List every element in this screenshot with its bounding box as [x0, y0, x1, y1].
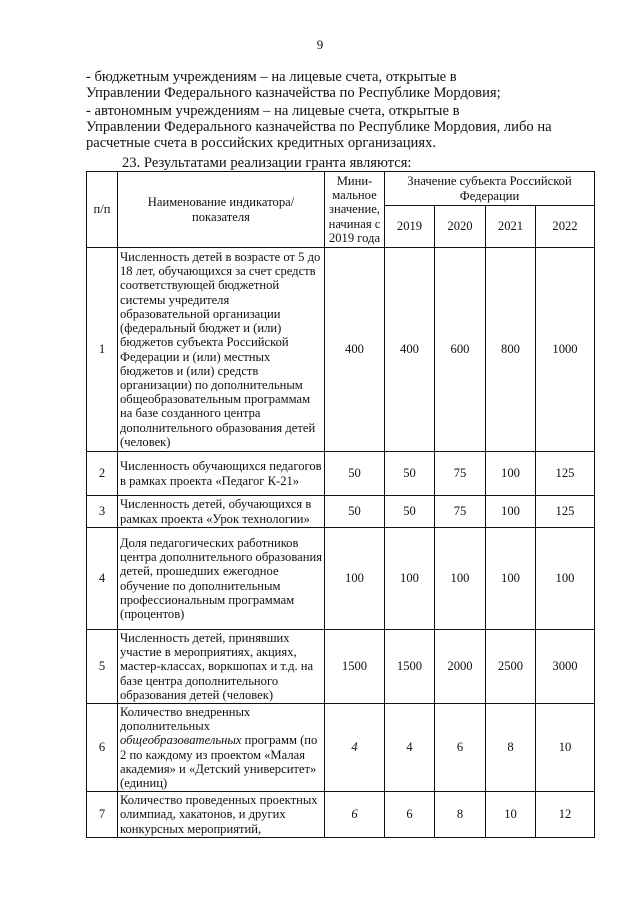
row-value: 100 — [486, 496, 536, 528]
row-value: 3000 — [536, 630, 595, 704]
paragraph-budget-institutions — [86, 69, 592, 101]
row-value: 125 — [536, 452, 595, 496]
row-value: 4 — [385, 704, 435, 792]
row-num: 3 — [87, 496, 118, 528]
row-value: 75 — [435, 452, 486, 496]
row-value: 1000 — [536, 248, 595, 452]
header-subject-value: Значение субъекта Российской Федерации — [385, 172, 595, 206]
paragraph-line: расчетные счета в российских кредитных организациях. — [86, 135, 437, 151]
table-row — [87, 792, 595, 838]
indicators-table — [86, 171, 595, 838]
row-value: 6 — [435, 704, 486, 792]
row-num: 1 — [87, 248, 118, 452]
row-value: 2000 — [435, 630, 486, 704]
row-value: 600 — [435, 248, 486, 452]
row-value: 125 — [536, 496, 595, 528]
paragraph-line: Управлении Федерального казначейства по Республике Мордовия, либо на — [86, 119, 552, 135]
row-num: 4 — [87, 528, 118, 630]
row-value: 50 — [385, 452, 435, 496]
paragraph-line: 23. Результатами реализации гранта являются: — [122, 155, 412, 171]
row-value: 100 — [486, 528, 536, 630]
paragraph-grant-results — [86, 155, 592, 171]
row-min: 4 — [325, 704, 385, 792]
header-year: 2022 — [536, 206, 595, 248]
table-row — [87, 452, 595, 496]
row-name: Количество проведенных проектных олимпиад, хакатонов, и других конкурсных мероприятий, — [118, 792, 325, 838]
row-value: 75 — [435, 496, 486, 528]
row-value: 8 — [435, 792, 486, 838]
row-value: 2500 — [486, 630, 536, 704]
page-number: 9 — [316, 37, 324, 52]
row-value: 8 — [486, 704, 536, 792]
row-name-part: программ (по 2 по каждому из проектом «Малая академия» и «Детский университет» (единиц) — [120, 733, 318, 790]
row-num: 2 — [87, 452, 118, 496]
row-name-italic: общеобразовательных — [120, 733, 242, 748]
row-value: 10 — [536, 704, 595, 792]
row-min: 400 — [325, 248, 385, 452]
header-min-value: Мини-мальное значение, начиная с 2019 года — [325, 172, 385, 248]
row-min: 50 — [325, 452, 385, 496]
row-name: Численность детей, принявших участие в мероприятиях, акциях, мастер-классах, воркшопах и т.д. на базе центра дополнительного образования детей (человек) — [118, 630, 325, 704]
header-year: 2019 — [385, 206, 435, 248]
row-name: Численность детей в возрасте от 5 до 18 лет, обучающихся за счет средств соответствующей бюджетной системы учредителя образовательной организации (федеральный бюджет и (или) бюджетов субъекта Российской Федерации и (или) местных бюджетов и (или) средств организации) по дополнительным общеобразовательным программам на базе созданного центра дополнительного образования детей (человек) — [118, 248, 325, 452]
row-value: 100 — [385, 528, 435, 630]
table-row — [87, 630, 595, 704]
paragraph-line: Управлении Федерального казначейства по Республике Мордовия; — [86, 85, 501, 101]
row-value: 100 — [486, 452, 536, 496]
table-row — [87, 248, 595, 452]
paragraph-line: - бюджетным учреждениям – на лицевые счета, открытые в — [86, 69, 457, 85]
row-num: 5 — [87, 630, 118, 704]
row-value: 6 — [385, 792, 435, 838]
row-value: 800 — [486, 248, 536, 452]
row-name: Доля педагогических работников центра дополнительного образования детей, прошедших ежегодное обучение по дополнительным профессиональным программам (процентов) — [118, 528, 325, 630]
row-value: 10 — [486, 792, 536, 838]
row-min: 50 — [325, 496, 385, 528]
paragraph-autonomous-institutions — [86, 103, 592, 151]
table-row — [87, 528, 595, 630]
row-value: 12 — [536, 792, 595, 838]
header-num: п/п — [87, 172, 118, 248]
header-year: 2021 — [486, 206, 536, 248]
row-num: 6 — [87, 704, 118, 792]
header-year: 2020 — [435, 206, 486, 248]
header-name: Наименование индикатора/показателя — [118, 172, 325, 248]
row-name-part: Количество внедренных дополнительных — [120, 704, 251, 734]
row-num: 7 — [87, 792, 118, 838]
table-row — [87, 496, 595, 528]
row-name — [118, 704, 325, 792]
row-min: 1500 — [325, 630, 385, 704]
row-value: 400 — [385, 248, 435, 452]
row-value: 100 — [536, 528, 595, 630]
row-min: 100 — [325, 528, 385, 630]
row-min: 6 — [325, 792, 385, 838]
paragraph-line: - автономным учреждениям – на лицевые счета, открытые в — [86, 103, 460, 119]
row-name: Численность обучающихся педагогов в рамках проекта «Педагог К-21» — [118, 452, 325, 496]
row-value: 50 — [385, 496, 435, 528]
row-value: 1500 — [385, 630, 435, 704]
row-name: Численность детей, обучающихся в рамках проекта «Урок технологии» — [118, 496, 325, 528]
table-row — [87, 704, 595, 792]
row-value: 100 — [435, 528, 486, 630]
